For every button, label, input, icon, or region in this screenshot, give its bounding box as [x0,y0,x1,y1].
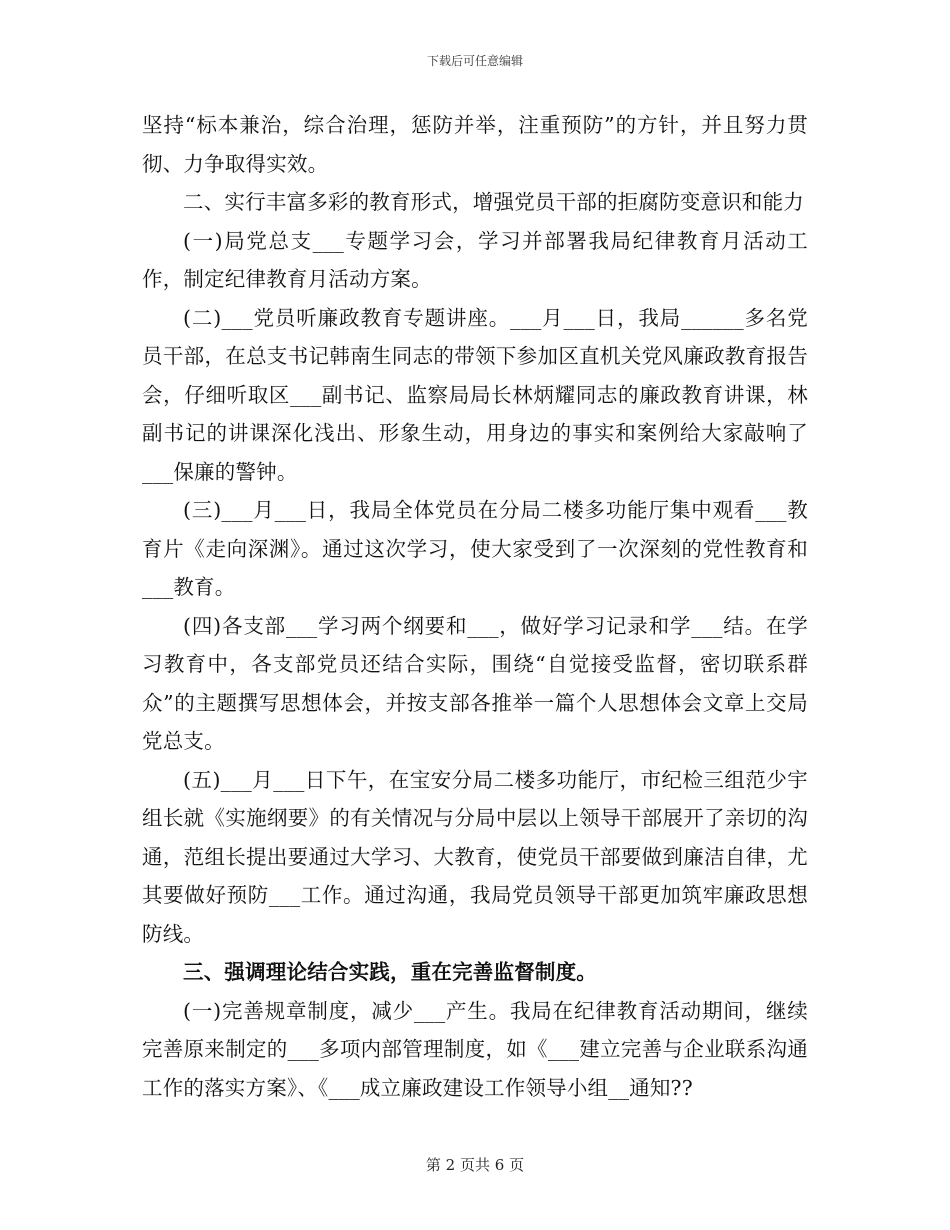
paragraph-item-5: (五)___月___日下午，在宝安分局二楼多功能厅，市纪检三组范少宇组长就《实施纲要》的有关情况与分局中层以上领导干部展开了亲切的沟通，范组长提出要通过大学习、大教育，使党员干部要做到廉洁自律，尤其要做好预防___工作。通过沟通，我局党员领导干部更加筑牢廉政思想防线。 [142,767,808,946]
section-heading-3: 三、强调理论结合实践，重在完善监督制度。 [183,960,597,984]
paragraph-item-3: (三)___月___日，我局全体党员在分局二楼多功能厅集中观看___教育片《走向深渊》。通过这次学习，使大家受到了一次深刻的党性教育和___教育。 [142,498,808,599]
document-body [142,106,808,1107]
paragraph-item-4: (四)各支部___学习两个纲要和___，做好学习记录和学___结。在学习教育中，各支部党员还结合实际，围绕“自觉接受监督，密切联系群众”的主题撰写思想体会，并按支部各推举一篇个人思想体会文章上交局党总支。 [142,613,808,753]
paragraph-item-2: (二)___党员听廉政教育专题讲座。___月___日，我局______多名党员干部，在总支书记韩南生同志的带领下参加区直机关党风廉政教育报告会，仔细听取区___副书记、监察局局长林炳耀同志的廉政教育讲课，林副书记的讲课深化浅出、形象生动，用身边的事实和案例给大家敲响了___保廉的警钟。 [142,305,808,484]
paragraph-policy-continuation: 坚持“标本兼治，综合治理，惩防并举，注重预防”的方针，并且努力贯彻、力争取得实效。 [142,113,808,176]
paragraph-section3-item-1: (一)完善规章制度，减少___产生。我局在纪律教育活动期间，继续完善原来制定的___多项内部管理制度，如《___建立完善与企业联系沟通工作的落实方案》、《___成立廉政建设工作领导小组__通知?? [142,998,808,1100]
page-number-footer: 第 2 页共 6 页 [425,1156,525,1174]
paragraph-item-1: (一)局党总支___专题学习会，学习并部署我局纪律教育月活动工作，制定纪律教育月活动方案。 [142,228,808,291]
page-header: 下载后可任意编辑 [426,54,523,68]
section-heading-2: 二、实行丰富多彩的教育形式，增强党员干部的拒腐防变意识和能力 [183,190,804,214]
